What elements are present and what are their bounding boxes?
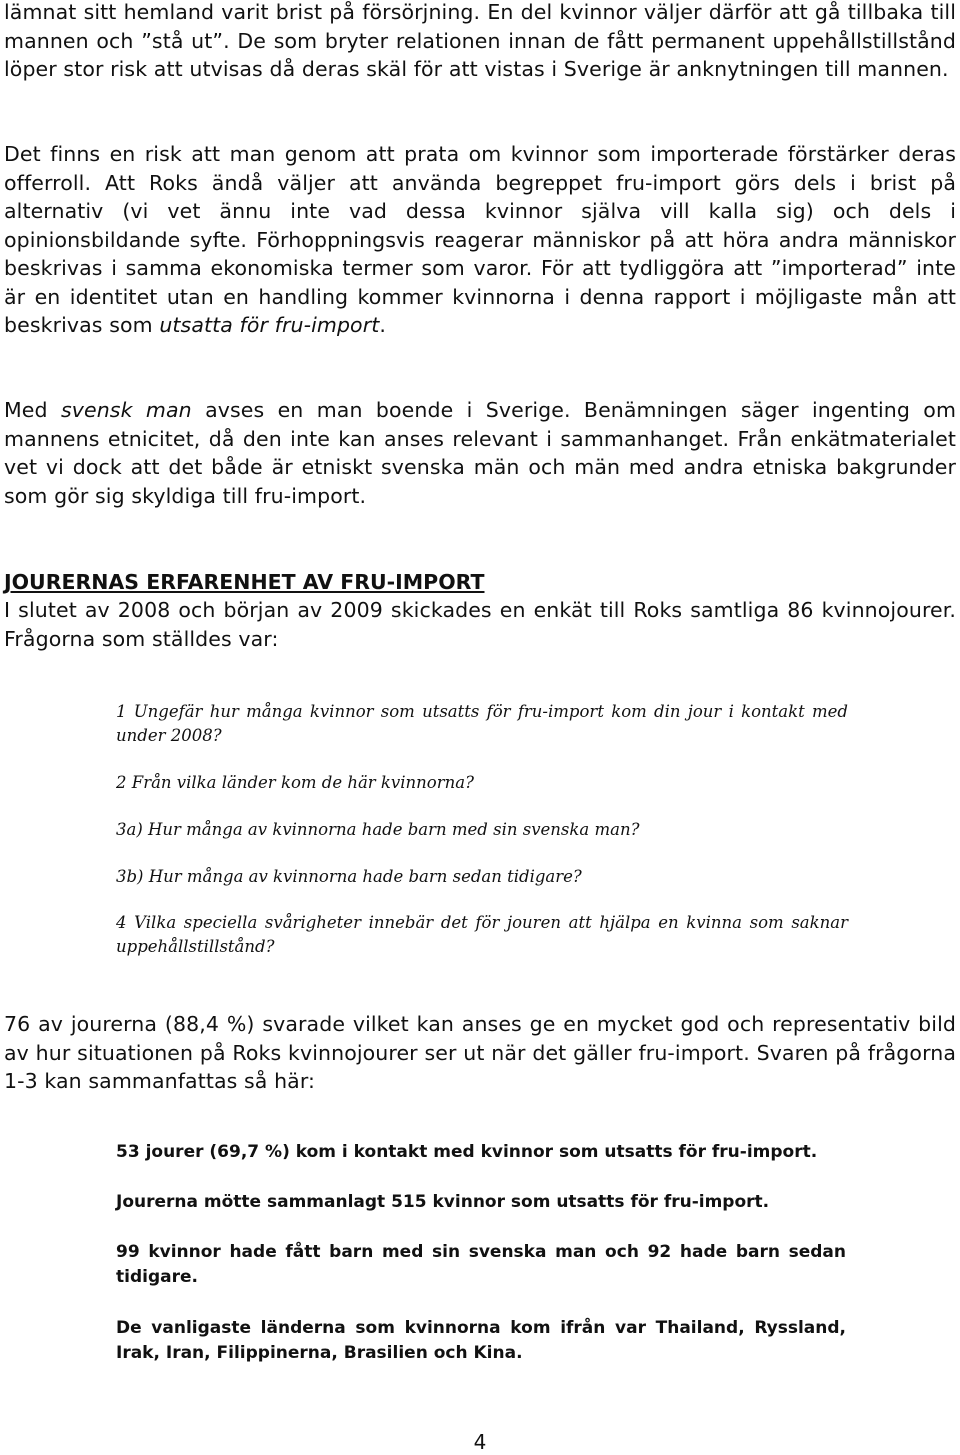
emphasis-svensk-man: svensk man <box>60 398 192 422</box>
paragraph-response-summary: 76 av jourerna (88,4 %) svarade vilket kan anses ge en mycket god och representativ bild av hur situationen på Roks kvinnojourer ser ut när det gäller fru-import. Svaren på frågorna 1-3 kan sammanfattas så här: <box>4 1012 956 1093</box>
page-number: 4 <box>473 1430 487 1454</box>
paragraph-text-end: . <box>379 313 386 337</box>
paragraph-text-end: avses en man boende i Sverige. Benämningen säger ingenting om mannens etnicitet, då den inte kan anses relevant i sammanhanget. Från enkätmaterialet vet vi dock att det både är etniskt svenska män och män med andra etniska bakgrunder som gör sig skyldiga till fru-import. <box>4 398 957 508</box>
section-heading: JOURERNAS ERFARENHET AV FRU-IMPORT <box>4 570 485 594</box>
finding-item: 53 jourer (69,7 %) kom i kontakt med kvinnor som utsatts för fru-import. <box>116 1142 818 1162</box>
finding-item: De vanligaste länderna som kvinnorna kom ifrån var Thailand, Ryssland, Irak, Iran, Filippinerna, Brasilien och Kina. <box>116 1318 846 1363</box>
paragraph-hemland <box>4 0 956 84</box>
paragraph-offerroll <box>4 140 956 340</box>
paragraph-text: Med <box>4 398 61 422</box>
survey-question: 4 Vilka speciella svårigheter innebär det för jouren att hjälpa en kvinna som saknar uppehållstillstånd? <box>116 913 848 956</box>
paragraph-text: lämnat sitt hemland varit brist på försörjning. En del kvinnor väljer därför att gå tillbaka till mannen och ”stå ut”. De som bryter relationen innan de fått permanent uppehållstillstånd löper stor risk att utvisas då deras skäl för att vistas i Sverige är anknytningen till mannen. <box>4 0 956 81</box>
finding-item: 99 kvinnor hade fått barn med sin svenska man och 92 hade barn sedan tidigare. <box>116 1242 846 1287</box>
paragraph-svensk-man <box>4 396 956 510</box>
survey-question: 3b) Hur många av kvinnorna hade barn sedan tidigare? <box>116 867 582 886</box>
survey-question: 3a) Hur många av kvinnorna hade barn med sin svenska man? <box>116 820 640 839</box>
paragraph-survey-intro: I slutet av 2008 och början av 2009 skickades en enkät till Roks samtliga 86 kvinnojourer. Frågorna som ställdes var: <box>4 598 956 651</box>
emphasis-utsatta: utsatta för fru-import <box>159 313 380 337</box>
finding-item: Jourerna mötte sammanlagt 515 kvinnor som utsatts för fru-import. <box>116 1192 770 1212</box>
paragraph-text: Det finns en risk att man genom att prata om kvinnor som importerade förstärker deras offerroll. Att Roks ändå väljer att använda begreppet fru-import görs dels i brist på alternativ (vi vet ännu inte vad dessa kvinnor själva vill kalla sig) och dels i opinionsbildande syfte. Förhoppningsvis reagerar människor på att höra andra människor beskrivas i samma ekonomiska termer som varor. För att tydliggöra att ”importerad” inte är en identitet utan en handling kommer kvinnorna i denna rapport i möjligaste mån att beskrivas som <box>4 142 956 337</box>
survey-question: 2 Från vilka länder kom de här kvinnorna? <box>116 773 474 792</box>
survey-question: 1 Ungefär hur många kvinnor som utsatts för fru-import kom din jour i kontakt med under 2008? <box>116 702 848 745</box>
